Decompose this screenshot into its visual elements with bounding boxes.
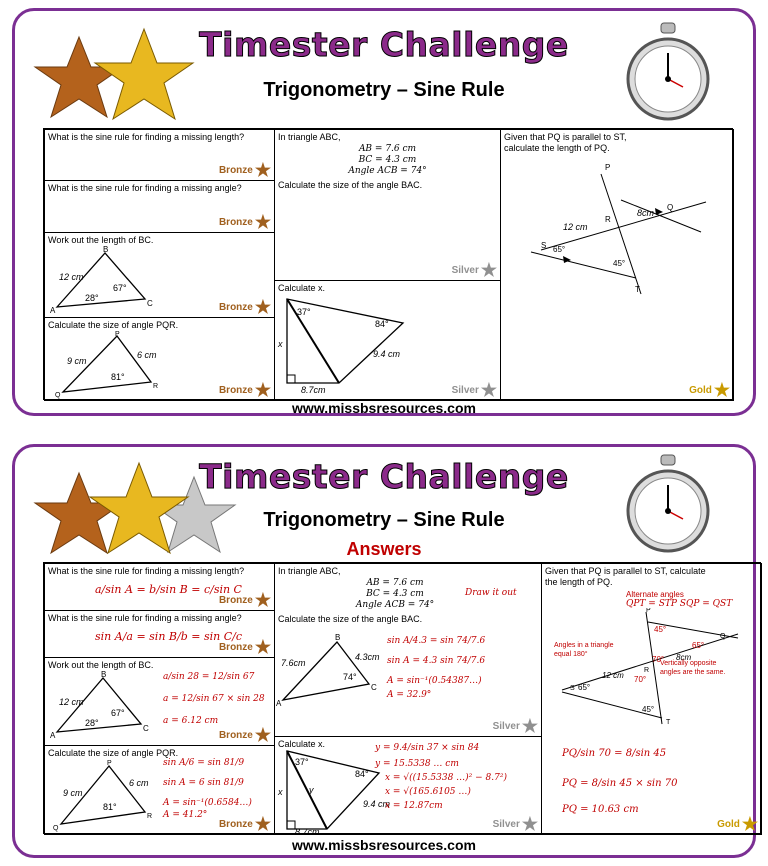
a5-cell bbox=[274, 563, 542, 737]
page-subtitle: Trigonometry – Sine Rule bbox=[263, 509, 505, 531]
angle-label: 65° bbox=[692, 641, 705, 650]
side-label: 9 cm bbox=[67, 356, 87, 366]
a3-cell bbox=[44, 657, 275, 746]
side-label: 12 cm bbox=[602, 671, 624, 680]
gold-star-icon: ★ bbox=[741, 814, 758, 834]
gold-medal bbox=[689, 380, 730, 400]
side-label: 8cm bbox=[676, 653, 692, 662]
bronze-medal bbox=[218, 590, 271, 610]
q6-text: Calculate x. bbox=[278, 739, 326, 749]
q4-text: Calculate the size of angle PQR. bbox=[48, 748, 179, 758]
silver-star-icon: ★ bbox=[480, 380, 497, 400]
side-label: 4.3cm bbox=[355, 652, 380, 662]
q7-line1: Given that PQ is parallel to ST, calculate bbox=[545, 566, 706, 576]
q5-angle: Angle ACB = 74° bbox=[355, 600, 435, 610]
q7-cell bbox=[500, 129, 734, 401]
medal-label: Silver bbox=[451, 384, 479, 396]
silver-medal bbox=[492, 716, 538, 736]
angle-label: 28° bbox=[85, 293, 99, 303]
q7-line2: calculate the length of PQ. bbox=[504, 143, 610, 153]
angle-label: 45° bbox=[654, 625, 667, 634]
a3-step: a/sin 28 = 12/sin 67 bbox=[163, 672, 255, 682]
vertex-label: C bbox=[147, 299, 153, 308]
a5-step: sin A/4.3 = sin 74/7.6 bbox=[387, 636, 486, 646]
side-label: 8.7cm bbox=[295, 827, 320, 835]
a6-step: x = 12.87cm bbox=[385, 801, 443, 811]
website-link[interactable]: www.missbsresources.com bbox=[292, 400, 476, 416]
silver-medal bbox=[492, 814, 538, 834]
q6-quadrilateral-diagram bbox=[275, 295, 425, 399]
bronze-star-icon: ★ bbox=[254, 725, 271, 745]
point-label: P bbox=[646, 608, 651, 614]
bronze-medal bbox=[218, 637, 271, 657]
point-label: S bbox=[541, 241, 547, 250]
angle-label: 45° bbox=[613, 259, 626, 268]
side-label: x bbox=[278, 787, 283, 797]
a5-note: Draw it out bbox=[465, 588, 517, 598]
vertex-label: Q bbox=[55, 392, 61, 399]
point-label: T bbox=[635, 285, 640, 294]
a7-note: Angles in a triangle bbox=[554, 642, 614, 649]
a7-note: equal 180° bbox=[554, 651, 588, 658]
angle-label: 81° bbox=[111, 372, 125, 382]
angle-label: 70° bbox=[634, 675, 647, 684]
q6-text: Calculate x. bbox=[278, 283, 326, 293]
question-card bbox=[12, 8, 756, 416]
side-label: 12 cm bbox=[563, 222, 588, 232]
a3-step: a = 12/sin 67 × sin 28 bbox=[163, 694, 265, 704]
point-label: Q bbox=[667, 203, 674, 212]
angle-label: 28° bbox=[85, 718, 99, 728]
angle-label: 65° bbox=[553, 245, 566, 254]
q7-parallel-lines-diagram bbox=[542, 608, 762, 728]
vertex-label: C bbox=[371, 683, 377, 692]
q3-triangle-diagram bbox=[45, 245, 185, 317]
vertex-label: A bbox=[50, 306, 56, 315]
page-title: Timester Challenge bbox=[199, 25, 569, 64]
bronze-medal bbox=[218, 212, 271, 232]
a7-step: PQ = 10.63 cm bbox=[562, 804, 639, 815]
q7-line1: Given that PQ is parallel to ST, bbox=[504, 132, 627, 142]
bronze-medal bbox=[218, 725, 271, 745]
bronze-star-icon: ★ bbox=[254, 297, 271, 317]
silver-star-icon: ★ bbox=[521, 814, 538, 834]
q5-ask: Calculate the size of the angle BAC. bbox=[278, 180, 423, 190]
side-label: 6 cm bbox=[137, 350, 157, 360]
a7-cell bbox=[541, 563, 762, 835]
vertex-label: Q bbox=[53, 825, 59, 832]
silver-star-icon: ★ bbox=[480, 260, 497, 280]
vertex-label: B bbox=[335, 633, 341, 642]
a6-cell bbox=[274, 736, 542, 835]
medal-label: Bronze bbox=[218, 818, 253, 830]
angle-label: 37° bbox=[295, 757, 309, 767]
bronze-star-icon: ★ bbox=[254, 590, 271, 610]
medal-label: Silver bbox=[492, 720, 520, 732]
stopwatch-icon bbox=[623, 21, 713, 126]
side-label: 9.4 cm bbox=[373, 349, 401, 359]
q5-bc: BC = 4.3 cm bbox=[366, 589, 424, 599]
q4-triangle-diagram bbox=[45, 758, 165, 832]
q2-text: What is the sine rule for finding a missing angle? bbox=[48, 613, 242, 623]
answer-grid bbox=[43, 562, 761, 834]
bronze-medal bbox=[218, 160, 271, 180]
point-label: R bbox=[605, 215, 611, 224]
bronze-star-icon: ★ bbox=[254, 814, 271, 834]
vertex-label: P bbox=[107, 760, 112, 767]
a4-step: sin A = 6 sin 81/9 bbox=[163, 778, 244, 788]
angle-label: 84° bbox=[375, 319, 389, 329]
a4-step: A = sin⁻¹(0.6584…) bbox=[163, 798, 252, 808]
q2-text: What is the sine rule for finding a missing angle? bbox=[48, 183, 242, 193]
angle-label: 70° bbox=[652, 655, 665, 664]
angle-label: 65° bbox=[578, 683, 591, 692]
q4-text: Calculate the size of angle PQR. bbox=[48, 320, 179, 330]
bronze-star-icon: ★ bbox=[254, 637, 271, 657]
page-subtitle: Trigonometry – Sine Rule bbox=[263, 79, 505, 101]
medal-label: Bronze bbox=[218, 164, 253, 176]
q5-ab: AB = 7.6 cm bbox=[366, 578, 424, 588]
bronze-star-icon: ★ bbox=[254, 212, 271, 232]
side-label: 8.7cm bbox=[301, 385, 326, 395]
a6-step: x = √((15.5338 …)² − 8.7²) bbox=[385, 773, 507, 783]
page-title: Timester Challenge bbox=[199, 457, 569, 496]
angle-label: 84° bbox=[355, 769, 369, 779]
q1-text: What is the sine rule for finding a missing length? bbox=[48, 566, 245, 576]
medal-label: Bronze bbox=[218, 384, 253, 396]
silver-medal bbox=[451, 260, 497, 280]
q3-text: Work out the length of BC. bbox=[48, 235, 154, 245]
q5-intro: In triangle ABC, bbox=[278, 566, 341, 576]
vertex-label: A bbox=[276, 699, 282, 708]
side-label: 6 cm bbox=[129, 778, 149, 788]
vertex-label: C bbox=[143, 724, 149, 733]
medal-label: Bronze bbox=[218, 216, 253, 228]
q2-cell bbox=[44, 180, 275, 233]
a2-cell bbox=[44, 610, 275, 658]
angle-label: 67° bbox=[113, 283, 127, 293]
a7-note: angles are the same. bbox=[660, 669, 726, 676]
point-label: R bbox=[644, 667, 650, 674]
vertex-label: R bbox=[147, 813, 153, 820]
q6-cell bbox=[274, 280, 501, 401]
a6-step: y = 15.5338 … cm bbox=[375, 759, 459, 769]
answer-card bbox=[12, 444, 756, 858]
a7-note: Alternate angles bbox=[626, 590, 684, 599]
side-label: 12 cm bbox=[59, 697, 84, 707]
q4-cell bbox=[44, 317, 275, 401]
q5-intro: In triangle ABC, bbox=[278, 132, 341, 142]
vertex-label: B bbox=[101, 670, 107, 679]
q4-triangle-diagram bbox=[45, 330, 185, 400]
a5-step: A = sin⁻¹(0.54387…) bbox=[387, 676, 482, 686]
bronze-medal bbox=[218, 814, 271, 834]
a5-step: A = 32.9° bbox=[387, 690, 432, 700]
medal-label: Gold bbox=[689, 384, 712, 396]
a6-step: x = √(165.6105 …) bbox=[385, 787, 471, 797]
a1-formula: a/sin A = b/sin B = c/sin C bbox=[95, 583, 242, 596]
a6-step: y = 9.4/sin 37 × sin 84 bbox=[375, 743, 480, 753]
vertex-label: P bbox=[115, 331, 120, 338]
a7-step: PQ = 8/sin 45 × sin 70 bbox=[562, 778, 678, 789]
q7-parallel-lines-diagram bbox=[501, 160, 731, 300]
silver-star-icon: ★ bbox=[521, 716, 538, 736]
vertex-label: B bbox=[103, 245, 109, 254]
q5-angle: Angle ACB = 74° bbox=[348, 166, 427, 176]
angle-label: 81° bbox=[103, 802, 117, 812]
angle-label: 37° bbox=[297, 307, 311, 317]
q5-cell bbox=[274, 129, 501, 281]
silver-medal bbox=[451, 380, 497, 400]
side-label: 12 cm bbox=[59, 272, 84, 282]
q3-triangle-diagram bbox=[45, 670, 165, 742]
medal-label: Gold bbox=[717, 818, 740, 830]
point-label: S bbox=[570, 685, 575, 692]
a4-step: A = 41.2° bbox=[163, 810, 208, 820]
q1-cell bbox=[44, 129, 275, 181]
angle-label: 74° bbox=[343, 672, 357, 682]
website-link[interactable]: www.missbsresources.com bbox=[292, 837, 476, 853]
angle-label: 67° bbox=[111, 708, 125, 718]
question-grid bbox=[43, 128, 733, 400]
vertex-label: R bbox=[153, 383, 159, 390]
medal-label: Silver bbox=[451, 264, 479, 276]
angle-label: 45° bbox=[642, 705, 655, 714]
a7-note: QPT = STP SQP = QST bbox=[626, 599, 733, 609]
medal-label: Bronze bbox=[218, 301, 253, 313]
bronze-medal bbox=[218, 380, 271, 400]
q5-triangle-diagram bbox=[275, 630, 385, 710]
medal-label: Silver bbox=[492, 818, 520, 830]
a3-step: a = 6.12 cm bbox=[163, 716, 219, 726]
bronze-star-icon: ★ bbox=[254, 380, 271, 400]
bronze-medal bbox=[218, 297, 271, 317]
answers-heading: Answers bbox=[346, 539, 422, 559]
a5-step: sin A = 4.3 sin 74/7.6 bbox=[387, 656, 486, 666]
a7-step: PQ/sin 70 = 8/sin 45 bbox=[562, 748, 667, 759]
q1-text: What is the sine rule for finding a missing length? bbox=[48, 132, 245, 142]
bronze-star-icon: ★ bbox=[254, 160, 271, 180]
medal-label: Bronze bbox=[218, 729, 253, 741]
q5-ask: Calculate the size of the angle BAC. bbox=[278, 614, 423, 624]
q5-ab: AB = 7.6 cm bbox=[358, 144, 417, 154]
side-label: 9 cm bbox=[63, 788, 83, 798]
point-label: T bbox=[666, 719, 671, 726]
side-label: x bbox=[278, 339, 283, 349]
a4-cell bbox=[44, 745, 275, 835]
side-label: 7.6cm bbox=[281, 658, 306, 668]
q3-text: Work out the length of BC. bbox=[48, 660, 154, 670]
a4-step: sin A/6 = sin 81/9 bbox=[163, 758, 245, 768]
point-label: P bbox=[605, 163, 611, 172]
q5-bc: BC = 4.3 cm bbox=[358, 155, 417, 165]
side-label: y bbox=[309, 785, 314, 795]
gold-star-icon: ★ bbox=[713, 380, 730, 400]
side-label: 8cm bbox=[637, 208, 655, 218]
a7-note: Vertically opposite bbox=[660, 660, 717, 667]
q7-line2: the length of PQ. bbox=[545, 577, 613, 587]
medal-label: Bronze bbox=[218, 594, 253, 606]
vertex-label: A bbox=[50, 731, 56, 740]
a2-formula: sin A/a = sin B/b = sin C/c bbox=[95, 630, 242, 643]
medal-label: Bronze bbox=[218, 641, 253, 653]
a1-cell bbox=[44, 563, 275, 611]
point-label: Q bbox=[720, 633, 726, 640]
stopwatch-icon bbox=[623, 453, 713, 558]
gold-medal bbox=[717, 814, 758, 834]
q3-cell bbox=[44, 232, 275, 318]
side-label: 9.4 cm bbox=[363, 799, 391, 809]
